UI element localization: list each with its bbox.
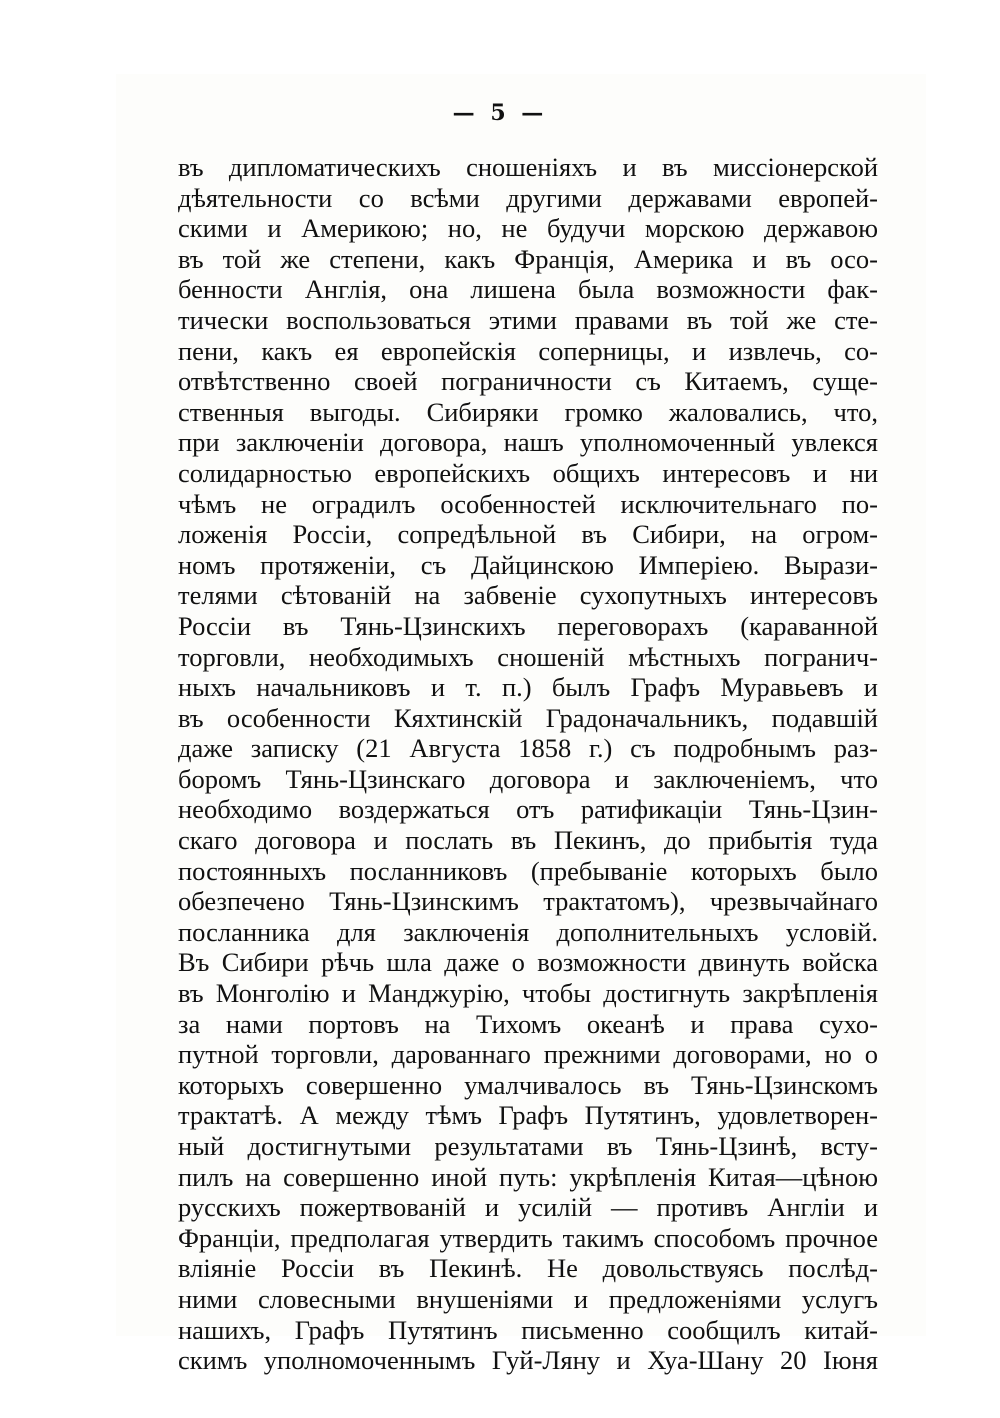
text-line: номъ протяженіи, съ Дайцинскою Имперіею. Вырази-: [178, 549, 878, 580]
text-line: ственныя выгоды. Сибиряки громко жаловались, что,: [178, 396, 878, 427]
text-line: телями сѣтованій на забвеніе сухопутныхъ интересовъ: [178, 580, 878, 611]
text-line: въ дипломатическихъ сношеніяхъ и въ миссіонерской: [178, 152, 878, 182]
text-line: въ особенности Кяхтинскій Градоначальникъ, подавшій: [178, 702, 878, 733]
text-line: чѣмъ не оградилъ особенностей исключительнаго по-: [178, 488, 878, 519]
text-line: дѣятельности со всѣми другими державами европей-: [178, 182, 878, 213]
text-line: вліяніе Россіи въ Пекинѣ. Не довольствуясь послѣд-: [178, 1253, 878, 1284]
text-line: скими и Америкою; но, не будучи морскою державою: [178, 213, 878, 244]
text-line: постоянныхъ посланниковъ (пребываніе которыхъ было: [178, 855, 878, 886]
text-line: ними словесными внушеніями и предложеніями услугъ: [178, 1283, 878, 1314]
text-line: пилъ на совершенно иной путь: укрѣпленія Китая—цѣною: [178, 1161, 878, 1192]
page-number: — 5 —: [452, 100, 548, 126]
text-line: ныхъ начальниковъ и т. п.) былъ Графъ Муравьевъ и: [178, 672, 878, 703]
text-line: которыхъ совершенно умалчивалось въ Тянь-Цзинскомъ: [178, 1069, 878, 1100]
text-line: Въ Сибири рѣчь шла даже о возможности двинуть войска: [178, 947, 878, 978]
text-line: путной торговли, дарованнаго прежними договорами, но о: [178, 1039, 878, 1070]
text-line: въ той же степени, какъ Франція, Америка и въ осо-: [178, 243, 878, 274]
text-line: за нами портовъ на Тихомъ океанѣ и права сухо-: [178, 1008, 878, 1039]
body-text: [178, 152, 878, 1376]
text-line: трактатѣ. А между тѣмъ Графъ Путятинъ, удовлетворен-: [178, 1100, 878, 1131]
text-line: боромъ Тянь-Цзинскаго договора и заключеніемъ, что: [178, 763, 878, 794]
text-line: пени, какъ ея европейскія соперницы, и извлечь, со-: [178, 335, 878, 366]
text-line: при заключеніи договора, нашъ уполномоченный увлекся: [178, 427, 878, 458]
text-line: бенности Англія, она лишена была возможности фак-: [178, 274, 878, 305]
text-line: торговли, необходимыхъ сношеній мѣстныхъ погранич-: [178, 641, 878, 672]
text-line: нашихъ, Графъ Путятинъ письменно сообщилъ китай-: [178, 1314, 878, 1345]
text-line: посланника для заключенія дополнительныхъ условій.: [178, 916, 878, 947]
text-line: скимъ уполномоченнымъ Гуй-Ляну и Хуа-Шану 20 Іюня: [178, 1345, 878, 1376]
text-line: солидарностью европейскихъ общихъ интересовъ и ни: [178, 457, 878, 488]
text-line: въ Монголію и Манджурію, чтобы достигнуть закрѣпленія: [178, 978, 878, 1009]
text-line: обезпечено Тянь-Цзинскимъ трактатомъ), чрезвычайнаго: [178, 886, 878, 917]
text-line: скаго договора и послать въ Пекинъ, до прибытія туда: [178, 825, 878, 856]
text-line: русскихъ пожертвованій и усилій — противъ Англіи и: [178, 1192, 878, 1223]
text-line: Россіи въ Тянь-Цзинскихъ переговорахъ (караванной: [178, 610, 878, 641]
text-line: отвѣтственно своей пограничности съ Китаемъ, суще-: [178, 366, 878, 397]
text-line: ный достигнутыми результатами въ Тянь-Цзинѣ, всту-: [178, 1131, 878, 1161]
text-line: тически воспользоваться этими правами въ той же сте-: [178, 304, 878, 335]
text-line: необходимо воздержаться отъ ратификаціи Тянь-Цзин-: [178, 794, 878, 825]
text-line: даже записку (21 Августа 1858 г.) съ подробнымъ раз-: [178, 733, 878, 764]
text-line: Франціи, предполагая утвердить такимъ способомъ прочное: [178, 1222, 878, 1253]
text-line: ложенія Россіи, сопредѣльной въ Сибири, на огром-: [178, 519, 878, 550]
